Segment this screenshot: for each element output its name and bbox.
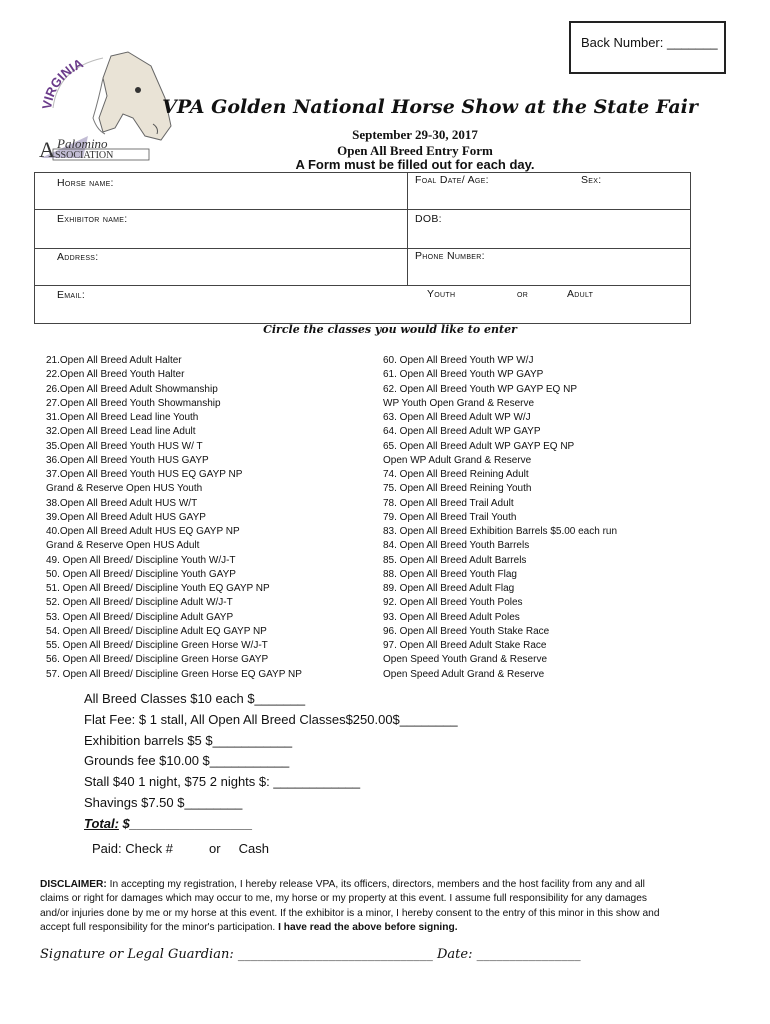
foal-date-field[interactable]: Foal Date/ Age: [415, 174, 489, 186]
sex-field[interactable]: Sex: [581, 174, 602, 186]
class-right-item[interactable]: 96. Open All Breed Youth Stake Race [383, 625, 550, 637]
class-right-item[interactable]: 75. Open All Breed Reining Youth [383, 483, 532, 495]
class-right-item[interactable]: 74. Open All Breed Reining Adult [383, 469, 529, 480]
fee-line-shavings[interactable]: Shavings $7.50 $________ [84, 794, 243, 810]
class-left-item[interactable]: Grand & Reserve Open HUS Adult [46, 540, 200, 552]
payment-method[interactable]: Paid: Check # or Cash [92, 841, 270, 856]
class-right-item[interactable]: 84. Open All Breed Youth Barrels [383, 540, 530, 552]
class-left-item[interactable]: 31.Open All Breed Lead line Youth [46, 412, 199, 423]
class-left-item[interactable]: 27.Open All Breed Youth Showmanship [46, 397, 221, 409]
class-right-item[interactable]: 60. Open All Breed Youth WP W/J [383, 355, 534, 366]
class-right-item[interactable]: 61. Open All Breed Youth WP GAYP [383, 369, 544, 381]
fee-line-barrels[interactable]: Exhibition barrels $5 $___________ [84, 732, 293, 748]
fee-line-flat[interactable]: Flat Fee: $ 1 stall, All Open All Breed Classes$250.00$________ [84, 711, 458, 727]
total-label: Total: [84, 815, 119, 831]
class-left-item[interactable]: 56. Open All Breed/ Discipline Green Horse GAYP [46, 654, 269, 666]
class-right-item[interactable]: 65. Open All Breed Adult WP GAYP EQ NP [383, 440, 575, 452]
logo-palomino: Palomino [57, 136, 108, 151]
exhibitor-name-field[interactable]: Exhibitor name: [57, 213, 128, 225]
or-label: or [517, 288, 529, 300]
horse-name-field[interactable]: Horse name: [57, 177, 114, 189]
class-left-item[interactable]: 32.Open All Breed Lead line Adult [46, 426, 196, 438]
class-right-item[interactable]: Open Speed Youth Grand & Reserve [383, 654, 548, 666]
fees-section [84, 689, 584, 835]
class-right-item[interactable]: 85. Open All Breed Adult Barrels [383, 554, 527, 566]
class-left-item[interactable]: 39.Open All Breed Adult HUS GAYP [46, 511, 206, 523]
classes-list-right [383, 354, 723, 682]
entry-info-grid [34, 172, 691, 324]
class-right-item[interactable]: Open WP Adult Grand & Reserve [383, 454, 532, 466]
class-left-item[interactable]: 37.Open All Breed Youth HUS EQ GAYP NP [46, 469, 243, 480]
back-number-box [569, 21, 726, 74]
class-right-item[interactable]: 78. Open All Breed Trail Adult [383, 497, 514, 509]
address-field[interactable]: Address: [57, 251, 99, 263]
class-left-item[interactable]: 55. Open All Breed/ Discipline Green Horse W/J-T [46, 640, 268, 651]
form-instruction: A Form must be filled out for each day. [295, 157, 535, 172]
class-left-item[interactable]: 38.Open All Breed Adult HUS W/T [46, 497, 198, 509]
class-right-item[interactable]: WP Youth Open Grand & Reserve [383, 397, 535, 409]
class-right-item[interactable]: 97. Open All Breed Adult Stake Race [383, 640, 547, 651]
phone-field[interactable]: Phone Number: [415, 250, 485, 262]
fee-line-grounds[interactable]: Grounds fee $10.00 $___________ [84, 753, 290, 769]
disclaimer-body: In accepting my registration, I hereby release VPA, its officers, directors, members and the host facility from any and all claims or right for damages which may occur to me, my horse or my property at this event. I assume full responsibility for any damages and/or injuries done by me or my horse at this event. If the exhibitor is a minor, I hereby consent to the entry of this minor in this show and accept full responsibility for the minor's participation. [40, 879, 660, 933]
logo-letter-a: A [39, 137, 55, 162]
class-left-item[interactable]: 54. Open All Breed/ Discipline Adult EQ GAYP NP [46, 625, 267, 637]
class-left-item[interactable]: 26.Open All Breed Adult Showmanship [46, 383, 218, 395]
disclaimer-label: DISCLAIMER: [40, 879, 107, 890]
class-left-item[interactable]: 52. Open All Breed/ Discipline Adult W/J-T [46, 597, 233, 609]
class-left-item[interactable]: 50. Open All Breed/ Discipline Youth GAYP [46, 568, 236, 580]
logo-association: SSOCIATION [55, 150, 114, 161]
class-right-item[interactable]: 83. Open All Breed Exhibition Barrels $5.00 each run [383, 526, 618, 537]
fee-total[interactable] [84, 814, 584, 835]
class-left-item[interactable]: 21.Open All Breed Adult Halter [46, 355, 182, 366]
class-left-item[interactable]: 53. Open All Breed/ Discipline Adult GAYP [46, 611, 234, 623]
event-dates: September 29-30, 2017 [352, 127, 478, 142]
class-right-item[interactable]: 64. Open All Breed Adult WP GAYP [383, 426, 541, 438]
logo-arc-text: VIRGINIA [39, 55, 86, 111]
class-right-item[interactable]: 88. Open All Breed Youth Flag [383, 568, 517, 580]
signature-line[interactable]: Signature or Legal Guardian: ______________________________ Date: ________________ [40, 947, 581, 962]
total-value: $_________________ [118, 815, 253, 831]
class-right-item[interactable]: Open Speed Adult Grand & Reserve [383, 668, 545, 680]
class-left-item[interactable]: Grand & Reserve Open HUS Youth [46, 483, 203, 495]
class-right-item[interactable]: 92. Open All Breed Youth Poles [383, 597, 523, 609]
class-left-item[interactable]: 40.Open All Breed Adult HUS EQ GAYP NP [46, 526, 240, 537]
form-subtitle [250, 127, 580, 159]
classes-list-left [46, 354, 376, 682]
svg-text:VIRGINIA [39, 55, 86, 110]
back-number-label: Back Number: _______ [581, 35, 718, 50]
circle-classes-note: Circle the classes you would like to enter [263, 323, 517, 336]
class-right-item[interactable]: 63. Open All Breed Adult WP W/J [383, 412, 531, 423]
youth-option[interactable]: Youth [427, 288, 456, 300]
fee-line-classes[interactable]: All Breed Classes $10 each $_______ [84, 691, 306, 706]
disclaimer [40, 878, 670, 935]
class-right-item[interactable]: 79. Open All Breed Trail Youth [383, 511, 517, 523]
class-left-item[interactable]: 36.Open All Breed Youth HUS GAYP [46, 454, 209, 466]
email-field[interactable]: Email: [57, 289, 86, 301]
class-right-item[interactable]: 62. Open All Breed Youth WP GAYP EQ NP [383, 383, 578, 395]
class-right-item[interactable]: 93. Open All Breed Adult Poles [383, 611, 520, 623]
disclaimer-ack: I have read the above before signing. [278, 921, 458, 933]
form-name: Open All Breed Entry Form [337, 143, 493, 158]
class-left-item[interactable]: 49. Open All Breed/ Discipline Youth W/J-T [46, 554, 236, 566]
dob-field[interactable]: DOB: [415, 213, 442, 225]
fee-line-stall[interactable]: Stall $40 1 night, $75 2 nights $: ____________ [84, 774, 361, 790]
class-left-item[interactable]: 51. Open All Breed/ Discipline Youth EQ GAYP NP [46, 583, 270, 594]
page-title: VPA Golden National Horse Show at the State Fair [162, 96, 698, 118]
class-right-item[interactable]: 89. Open All Breed Adult Flag [383, 583, 515, 594]
adult-option[interactable]: Adult [567, 288, 594, 300]
class-left-item[interactable]: 57. Open All Breed/ Discipline Green Horse EQ GAYP NP [46, 668, 302, 680]
class-left-item[interactable]: 22.Open All Breed Youth Halter [46, 369, 185, 381]
class-left-item[interactable]: 35.Open All Breed Youth HUS W/ T [46, 440, 203, 452]
